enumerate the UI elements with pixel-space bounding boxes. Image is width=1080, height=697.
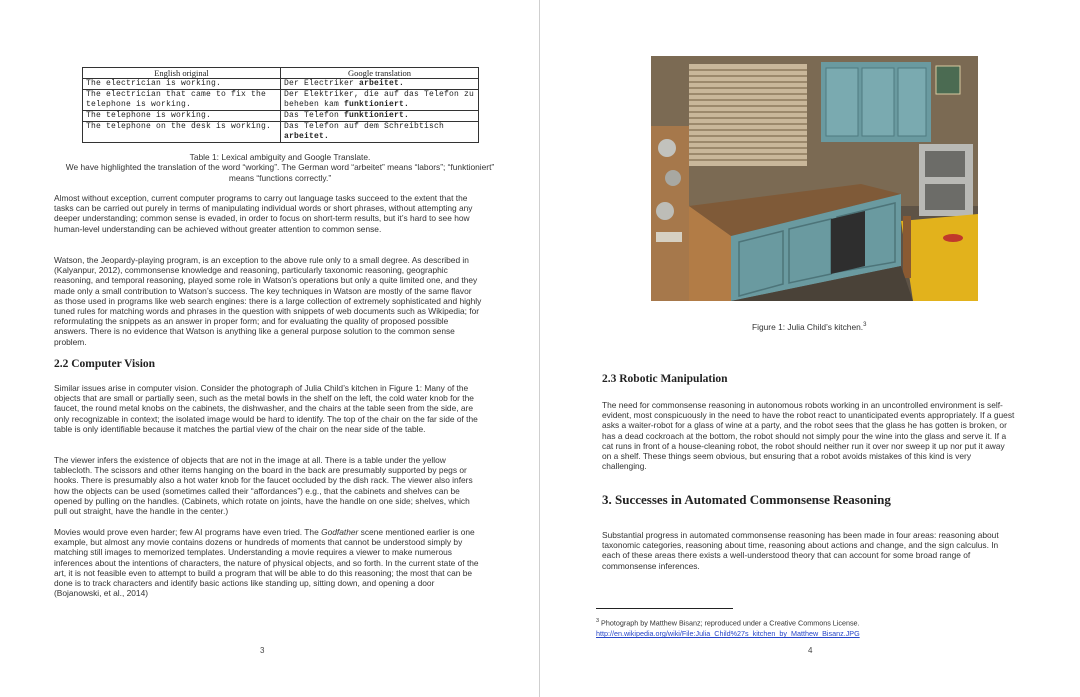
paragraph-successes: Substantial progress in automated commonsense reasoning has been made in four areas: reasoning about taxonomic categories, reasoning about time, reasoning about actions and change, and the sign calculus. In each of these areas there exists a well-understood theory that can account for some broad range of commonsense inferences. [602, 530, 999, 571]
col-header-translation: Google translation [281, 68, 479, 79]
kitchen-photograph [651, 56, 978, 301]
table-caption-title: Table 1: Lexical ambiguity and Google Translate. [189, 152, 371, 162]
table-row [83, 79, 479, 90]
translation-cell: Das Telefon auf dem Schreibtisch arbeitet. [281, 122, 479, 143]
paragraph-watson: Watson, the Jeopardy-playing program, is an exception to the above rule only to a small degree. As described in (Kalyanpur, 2012), commonsense knowledge and reasoning, particularly taxonomic reasoning, geographic reasoning, and temporal reasoning, played some role in Watson’s operations but only a quite limited one, and they made only a small contribution to Watson’s success. The key techniques in Watson are mostly of the same flavor as those used in programs like web search engines: there is a large collection of extremely sophisticated and highly tuned rules for matching words and phrases in the question with snippets of web documents such as Wikipedia; for reformulating the snippets as an answer in proper form; and for evaluating the quality of proposed possible answers. There is no evidence that Watson is anything like a general purpose solution to the common sense problem. [54, 255, 482, 347]
paragraph-robotic: The need for commonsense reasoning in autonomous robots working in an uncontrolled environment is self-evident, most conspicuously in the need to have the robot react to unanticipated events appropriately. If a guest asks a waiter-robot for a glass of wine at a party, and the robot sees that the glass he has gotten is broken, or has a dead cockroach at the bottom, the robot should not simply pour the wine into the glass and serve it. If a cat runs in front of a house-cleaning robot, the robot should neither run it over nor sweep it up nor put it away on a shelf. These things seem obvious, but ensuring that a robot avoids mistakes of this kind is very challenging. [602, 400, 1015, 472]
page-number-right: 4 [808, 646, 813, 655]
translation-cell: Das Telefon funktioniert. [281, 111, 479, 122]
translation-table [82, 67, 479, 143]
section-heading-computer-vision: 2.2 Computer Vision [54, 358, 156, 370]
highlighted-word: arbeitet [284, 132, 325, 141]
english-cell: The electrician is working. [83, 79, 281, 90]
footnote-link[interactable]: http://en.wikipedia.org/wiki/File:Julia_Child%27s_kitchen_by_Matthew_Bisanz.JPG [596, 629, 860, 639]
paragraph-movies: Movies would prove even harder; few AI programs have even tried. The Godfather scene mentioned earlier is one example, but almost any movie contains dozens or hundreds of moments that cannot be understood simply by matching still images to memorized templates. Understanding a movie requires a viewer to make numerous inferences about the intentions of characters, the nature of physical objects, and so forth. In the current state of the art, it is not feasible even to attempt to build a program that will be able to do this reasoning; the most that can be done is to track characters and identify basic actions like standing up, sitting down, and opening a door (Bojanowski, et al., 2014) [54, 527, 479, 599]
figure-caption: Figure 1: Julia Child’s kitchen.$^3$ [752, 322, 867, 332]
table-header-row [83, 68, 479, 79]
paragraph-viewer-infers: The viewer infers the existence of objects that are not in the image at all. There is a table under the yellow tablecloth. The scissors and other items hanging on the board in the back are presumably supported by pegs or hooks. There is presumably also a hot water knob for the faucet occluded by the dish rack. The viewer also infers how the objects can be used (sometimes called their “affordances”) e.g., that the cabinets and shelves can be opened by pulling on the handles. (Cabinets, which rotate on joints, have the handle on one side; shelves, which pull out straight, have the handle in the center.) [54, 455, 473, 517]
section-heading-successes: 3. Successes in Automated Commonsense Reasoning [602, 492, 891, 507]
paragraph-kitchen-objects: Similar issues arise in computer vision. Consider the photograph of Julia Child’s kitchen in Figure 1: Many of the objects that are small or partially seen, such as the metal bowls in the shelf on the left, the cold water knob for the faucet, the round metal knobs on the cabinets, the dishwasher, and the chairs at the table seen from the side, are only recognizable in context; the isolated image would be hard to identify. The top of the chair on the far side of the table is only identifiable because it matches the partial view of the chair on the near side of the table. [54, 383, 478, 434]
table-row [83, 90, 479, 111]
footnote [596, 616, 860, 639]
english-cell: The telephone on the desk is working. [83, 122, 281, 143]
table-row [83, 111, 479, 122]
page-number-left: 3 [260, 646, 265, 655]
translation-cell: Der Elektriker, die auf das Telefon zu beheben kam funktioniert. [281, 90, 479, 111]
english-cell: The electrician that came to fix the telephone is working. [83, 90, 281, 111]
table-caption-description: We have highlighted the translation of the word “working”. The German word “arbeitet” means “labors”; “funktioniert” means “functions correctly.” [65, 162, 495, 183]
highlighted-word: arbeitet [359, 79, 400, 88]
section-heading-robotic-manipulation: 2.3 Robotic Manipulation [602, 373, 728, 385]
footnote-rule [596, 608, 733, 609]
highlighted-word: funktioniert [344, 111, 405, 120]
movie-title: Godfather [321, 527, 359, 537]
footnote-marker: 3 [596, 618, 600, 624]
paragraph-language-tasks: Almost without exception, current computer programs to carry out language tasks succeed to the extent that the tasks can be carried out purely in terms of manipulating individual words or short phrases, without attempting any deeper understanding; common sense is evaded, in order to focus on short-term results, but it’s hard to see how human-level understanding can be achieved without greater attention to common sense. [54, 193, 473, 234]
translation-cell: Der Electriker arbeitet. [281, 79, 479, 90]
col-header-english: English original [83, 68, 281, 79]
footnote-text: Photograph by Matthew Bisanz; reproduced under a Creative Commons License. [599, 618, 860, 628]
english-cell: The telephone is working. [83, 111, 281, 122]
table-row [83, 122, 479, 143]
footnote-ref: 3 [863, 322, 867, 329]
highlighted-word: funktioniert [344, 100, 405, 109]
page-left [0, 0, 539, 697]
